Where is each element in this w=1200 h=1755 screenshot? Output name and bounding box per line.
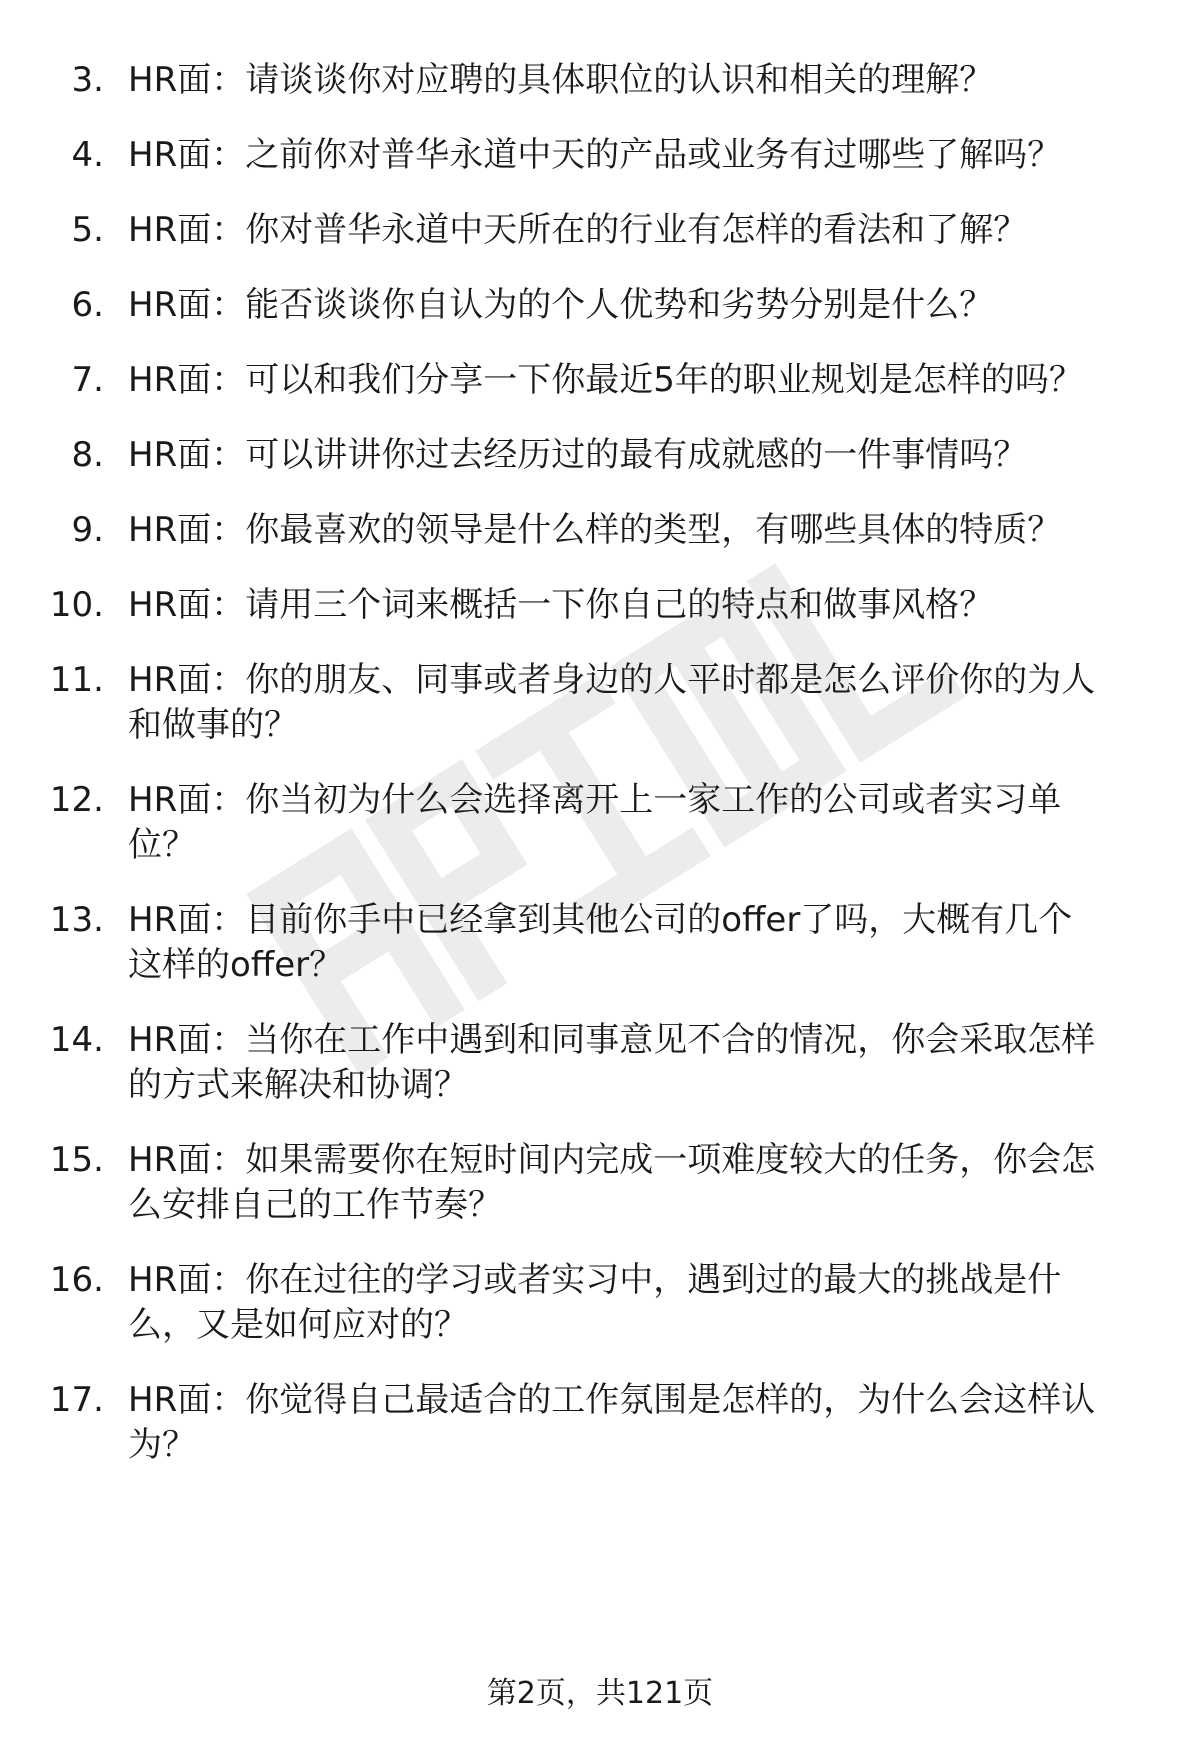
question-text-line: HR面：之前你对普华永道中天的产品或业务有过哪些了解吗？ xyxy=(128,135,1062,175)
question-text xyxy=(128,1138,1158,1228)
question-number: 6. xyxy=(71,285,104,325)
question-text-line: HR面：如果需要你在短时间内完成一项难度较大的任务，你会怎 xyxy=(128,1140,1096,1180)
question-text xyxy=(128,1018,1158,1108)
question-text-line: 这样的offer？ xyxy=(128,945,344,985)
question-text xyxy=(128,508,1158,553)
question-text xyxy=(128,133,1158,178)
question-number: 10. xyxy=(49,585,104,625)
question-text xyxy=(128,433,1158,478)
question-number: 14. xyxy=(49,1020,104,1060)
question-text xyxy=(128,1378,1158,1468)
question-number: 5. xyxy=(71,210,104,250)
question-text-line: 为？ xyxy=(128,1425,196,1465)
question-text-line: 位？ xyxy=(128,825,196,865)
question-text-line: 么，又是如何应对的？ xyxy=(128,1305,468,1345)
question-text xyxy=(128,898,1158,988)
question-number: 9. xyxy=(71,510,104,550)
question-text xyxy=(128,778,1158,868)
page-footer xyxy=(0,1674,1200,1714)
question-text-line: 么安排自己的工作节奏？ xyxy=(128,1185,502,1225)
question-text-line: HR面：请谈谈你对应聘的具体职位的认识和相关的理解？ xyxy=(128,60,994,100)
question-text xyxy=(128,283,1158,328)
question-text xyxy=(128,658,1158,748)
question-number: 13. xyxy=(49,900,104,940)
question-text-line: HR面：你当初为什么会选择离开上一家工作的公司或者实习单 xyxy=(128,780,1062,820)
question-number: 4. xyxy=(71,135,104,175)
question-number: 17. xyxy=(49,1380,104,1420)
question-number: 12. xyxy=(49,780,104,820)
page-number-label: 第2页，共121页 xyxy=(486,1676,714,1711)
question-text xyxy=(128,58,1158,103)
question-text xyxy=(128,1258,1158,1348)
question-text-line: HR面：你最喜欢的领导是什么样的类型，有哪些具体的特质？ xyxy=(128,510,1062,550)
question-text-line: HR面：你觉得自己最适合的工作氛围是怎样的，为什么会这样认 xyxy=(128,1380,1096,1420)
question-text-line: HR面：能否谈谈你自认为的个人优势和劣势分别是什么？ xyxy=(128,285,994,325)
question-text-line: HR面：可以讲讲你过去经历过的最有成就感的一件事情吗？ xyxy=(128,435,1028,475)
question-text xyxy=(128,583,1158,628)
question-number: 11. xyxy=(49,660,104,700)
question-text-line: HR面：你在过往的学习或者实习中，遇到过的最大的挑战是什 xyxy=(128,1260,1062,1300)
question-number: 8. xyxy=(71,435,104,475)
question-number: 16. xyxy=(49,1260,104,1300)
question-text-line: 和做事的？ xyxy=(128,705,298,745)
question-text xyxy=(128,208,1158,253)
question-number: 7. xyxy=(71,360,104,400)
question-text-line: HR面：请用三个词来概括一下你自己的特点和做事风格？ xyxy=(128,585,994,625)
question-text-line: HR面：可以和我们分享一下你最近5年的职业规划是怎样的吗？ xyxy=(128,360,1083,400)
question-text-line: HR面：你对普华永道中天所在的行业有怎样的看法和了解？ xyxy=(128,210,1028,250)
question-text-line: HR面：当你在工作中遇到和同事意见不合的情况，你会采取怎样 xyxy=(128,1020,1096,1060)
question-text-line: HR面：目前你手中已经拿到其他公司的offer了吗，大概有几个 xyxy=(128,900,1073,940)
question-text-line: HR面：你的朋友、同事或者身边的人平时都是怎么评价你的为人 xyxy=(128,660,1096,700)
question-number: 15. xyxy=(49,1140,104,1180)
question-text-line: 的方式来解决和协调？ xyxy=(128,1065,468,1105)
question-number: 3. xyxy=(71,60,104,100)
question-text xyxy=(128,358,1158,403)
